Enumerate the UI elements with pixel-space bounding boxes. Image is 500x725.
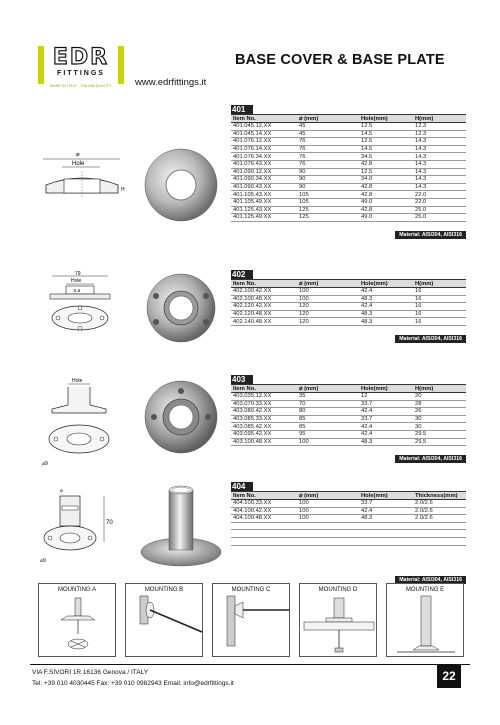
cell-diameter: 100 (297, 507, 359, 515)
cell-hole: 48.3 (359, 318, 413, 326)
cell-item: 401.045.12.XX (231, 123, 297, 131)
mounting-c (212, 583, 290, 657)
mounting-e (386, 583, 464, 657)
cell-value: 30 (413, 423, 466, 431)
dim-hole-label: Hole (72, 378, 83, 384)
col-h: H(mm) (413, 280, 466, 288)
table-row (231, 145, 466, 153)
table-row (231, 123, 466, 131)
mounting-e-drawing (387, 596, 465, 656)
cell-hole: 42.8 (359, 191, 413, 199)
cell-hole: 48.3 (359, 295, 413, 303)
dim-inner-label: 6.5 (74, 288, 81, 293)
col-hole: Hole(mm) (359, 115, 413, 123)
logo-bracket-right (118, 46, 124, 84)
cell-hole: 49.0 (359, 198, 413, 206)
cell-item: 401.105.49.XX (231, 198, 297, 206)
section-code: 403 (231, 375, 253, 384)
cell-value: 14.3 (413, 138, 466, 146)
cell-diameter: 70 (297, 400, 359, 408)
mounting-label: MOUNTING C (231, 587, 271, 593)
cell-value: 22.0 (413, 191, 466, 199)
photo-401 (134, 145, 228, 225)
dim-hole-label: Hole (71, 278, 82, 284)
cell-value: 2.0/2.6 (413, 515, 466, 523)
table-row (231, 153, 466, 161)
logo-tagline: MADE IN ITALY · ITALIAN QUALITY (50, 84, 112, 88)
table-row (231, 537, 466, 545)
cell-value: 16 (413, 303, 466, 311)
table-404 (231, 491, 466, 546)
photo-402 (134, 270, 228, 350)
cell-value: 2.0/2.6 (413, 500, 466, 508)
col-diameter: ⌀ (mm) (297, 385, 359, 393)
table-header-row (231, 115, 466, 123)
cell-value: 16 (413, 288, 466, 296)
drawing-403 (38, 375, 124, 470)
cell-diameter (297, 530, 359, 538)
table-row (231, 430, 466, 438)
material-badge: Material: AISI304, AISI316 (395, 455, 466, 463)
cell-item: 401.125.43.XX (231, 206, 297, 214)
cell-diameter: 100 (297, 295, 359, 303)
section-403 (38, 375, 466, 475)
cell-value: 16 (413, 295, 466, 303)
table-row (231, 206, 466, 214)
table-402-box (231, 270, 466, 345)
cell-value: 14.3 (413, 168, 466, 176)
cell-diameter: 90 (297, 168, 359, 176)
cell-diameter (297, 537, 359, 545)
cell-hole: 34.0 (359, 176, 413, 184)
mounting-b-drawing (126, 596, 204, 656)
col-item: Item No. (231, 385, 297, 393)
cell-value: 25.0 (413, 206, 466, 214)
cell-value: 14.3 (413, 183, 466, 191)
cell-item: 402.120.42.XX (231, 303, 297, 311)
cell-item (231, 530, 297, 538)
table-row (231, 522, 466, 530)
cell-hole: 33.7 (359, 400, 413, 408)
photo-404 (134, 482, 228, 572)
cell-hole: 49.0 (359, 214, 413, 222)
table-row (231, 214, 466, 222)
table-402 (231, 279, 466, 326)
cell-value: 29.5 (413, 430, 466, 438)
cell-hole: 12 (359, 393, 413, 401)
photo-403 (134, 375, 228, 465)
dim-width-label: 79 (75, 271, 81, 277)
cell-hole: 42.4 (359, 288, 413, 296)
cell-item: 402.120.48.XX (231, 310, 297, 318)
mounting-row (38, 583, 466, 657)
table-401-body (231, 123, 466, 222)
col-diameter: ⌀ (mm) (297, 492, 359, 500)
table-row (231, 400, 466, 408)
cell-value: 30 (413, 415, 466, 423)
cell-item: 402.100.48.XX (231, 295, 297, 303)
table-header-row (231, 385, 466, 393)
footer-divider (30, 664, 470, 665)
website-link[interactable]: www.edrfittings.it (135, 77, 207, 88)
mounting-c-drawing (213, 596, 291, 656)
cell-hole: 34.5 (359, 153, 413, 161)
table-row (231, 168, 466, 176)
cell-item: 403.100.48.XX (231, 438, 297, 446)
table-row (231, 176, 466, 184)
cell-value: 20 (413, 393, 466, 401)
cell-diameter: 76 (297, 153, 359, 161)
cell-item: 401.090.34.XX (231, 176, 297, 184)
table-row (231, 310, 466, 318)
cell-hole: 48.3 (359, 310, 413, 318)
section-401 (38, 105, 466, 255)
cell-diameter: 80 (297, 408, 359, 416)
section-404 (38, 482, 466, 582)
table-row (231, 191, 466, 199)
cell-item: 401.125.49.XX (231, 214, 297, 222)
section-code: 404 (231, 482, 253, 491)
cell-diameter: 35 (297, 393, 359, 401)
cell-hole: 42.8 (359, 160, 413, 168)
cell-hole: 42.4 (359, 408, 413, 416)
material-badge: Material: AISI304, AISI316 (395, 335, 466, 343)
cell-item: 401.076.43.XX (231, 160, 297, 168)
cell-hole: 42.8 (359, 183, 413, 191)
cell-hole: 42.4 (359, 430, 413, 438)
col-hole: Hole(mm) (359, 280, 413, 288)
page-title: BASE COVER & BASE PLATE (235, 52, 445, 68)
cell-diameter: 76 (297, 145, 359, 153)
cell-item: 403.085.33.XX (231, 415, 297, 423)
cell-item: 403.070.33.XX (231, 400, 297, 408)
cell-value: 14.3 (413, 145, 466, 153)
logo-subtext: FITTINGS (57, 70, 105, 77)
cell-item: 401.090.43.XX (231, 183, 297, 191)
table-row (231, 500, 466, 508)
cell-diameter: 125 (297, 206, 359, 214)
col-diameter: ⌀ (mm) (297, 115, 359, 123)
cell-item: 401.076.14.XX (231, 145, 297, 153)
mounting-a-drawing (39, 596, 117, 656)
cell-diameter: 85 (297, 415, 359, 423)
cell-value (413, 530, 466, 538)
table-401 (231, 114, 466, 222)
cell-diameter: 85 (297, 423, 359, 431)
cell-hole: 12.5 (359, 168, 413, 176)
cell-hole (359, 530, 413, 538)
table-row (231, 515, 466, 523)
cell-diameter: 120 (297, 318, 359, 326)
logo-text: EDR (52, 45, 110, 70)
drawing-401 (38, 145, 124, 225)
cell-value (413, 522, 466, 530)
section-code: 401 (231, 105, 253, 114)
cell-hole: 14.5 (359, 145, 413, 153)
cell-diameter: 120 (297, 310, 359, 318)
cell-hole: 48.3 (359, 515, 413, 523)
cell-diameter: 90 (297, 183, 359, 191)
cell-diameter: 45 (297, 130, 359, 138)
cell-diameter: 90 (297, 176, 359, 184)
cell-hole: 12.5 (359, 123, 413, 131)
table-403-box (231, 375, 466, 465)
cell-diameter: 100 (297, 515, 359, 523)
section-code: 402 (231, 270, 253, 279)
cell-diameter: 45 (297, 123, 359, 131)
cell-item: 404.100.42.XX (231, 507, 297, 515)
cell-value: 25.0 (413, 214, 466, 222)
table-402-body (231, 288, 466, 326)
cell-item: 401.105.43.XX (231, 191, 297, 199)
cell-item: 402.140.48.XX (231, 318, 297, 326)
cell-item: 402.100.42.XX (231, 288, 297, 296)
mounting-label: MOUNTING D (318, 587, 358, 593)
table-row (231, 288, 466, 296)
col-hole: Hole(mm) (359, 385, 413, 393)
cell-item: 401.090.12.XX (231, 168, 297, 176)
footer-contact: Tel: +39 010 4030445 Fax: +39 010 0982943 Email: info@edrfittings.it (32, 680, 234, 687)
table-row (231, 438, 466, 446)
table-404-box (231, 482, 466, 586)
table-row (231, 303, 466, 311)
cell-hole: 33.7 (359, 500, 413, 508)
table-row (231, 423, 466, 431)
cell-value: 14.3 (413, 153, 466, 161)
logo-bracket-left (38, 46, 44, 84)
edr-logo (38, 46, 124, 90)
dim-diameter-label: ⌀ (76, 152, 80, 158)
cell-value: 12.3 (413, 130, 466, 138)
table-row (231, 138, 466, 146)
cell-hole: 33.7 (359, 415, 413, 423)
table-403-body (231, 393, 466, 446)
table-404-body (231, 500, 466, 546)
cell-diameter: 105 (297, 191, 359, 199)
cell-value: 16 (413, 310, 466, 318)
table-row (231, 318, 466, 326)
dim-bolt-label: ⌀9 (42, 461, 48, 467)
cell-diameter: 105 (297, 198, 359, 206)
mounting-d-drawing (300, 596, 378, 656)
cell-value: 26 (413, 408, 466, 416)
col-h: H(mm) (413, 115, 466, 123)
cell-item: 403.035.12.XX (231, 393, 297, 401)
col-item: Item No. (231, 492, 297, 500)
dim-bolt-label: ⌀9 (40, 558, 46, 564)
cell-diameter: 76 (297, 138, 359, 146)
cell-value: 16 (413, 318, 466, 326)
cell-diameter: 120 (297, 303, 359, 311)
cell-value: 28 (413, 400, 466, 408)
cell-value: 14.3 (413, 160, 466, 168)
drawing-402 (38, 270, 124, 350)
cell-diameter: 100 (297, 288, 359, 296)
col-item: Item No. (231, 280, 297, 288)
drawing-404 (38, 482, 124, 572)
cell-hole (359, 537, 413, 545)
cell-hole: 42.4 (359, 423, 413, 431)
cell-diameter: 125 (297, 214, 359, 222)
cell-diameter: 100 (297, 500, 359, 508)
dim-hole-label: Hole (72, 161, 85, 167)
cell-value (413, 537, 466, 545)
table-row (231, 393, 466, 401)
mounting-label: MOUNTING A (57, 587, 96, 593)
table-row (231, 183, 466, 191)
table-header-row (231, 492, 466, 500)
cell-item: 403.080.42.XX (231, 408, 297, 416)
material-badge: Material: AISI304, AISI316 (395, 576, 466, 584)
cell-hole (359, 522, 413, 530)
cell-hole: 42.8 (359, 206, 413, 214)
table-row (231, 198, 466, 206)
col-item: Item No. (231, 115, 297, 123)
cell-diameter: 95 (297, 430, 359, 438)
cell-item: 401.076.34.XX (231, 153, 297, 161)
material-badge: Material: AISI304, AISI316 (395, 231, 466, 239)
mounting-d (299, 583, 377, 657)
table-row (231, 160, 466, 168)
cell-item (231, 537, 297, 545)
cell-value: 12.3 (413, 123, 466, 131)
cell-item: 403.085.42.XX (231, 423, 297, 431)
col-h: H(mm) (413, 385, 466, 393)
mounting-a (38, 583, 116, 657)
col-hole: Hole(mm) (359, 492, 413, 500)
mounting-label: MOUNTING E (405, 587, 445, 593)
dim-diameter-label: ⌀ (60, 488, 64, 494)
mounting-label: MOUNTING B (144, 587, 184, 593)
cell-diameter (297, 522, 359, 530)
table-row (231, 415, 466, 423)
cell-item: 404.100.33.XX (231, 500, 297, 508)
footer-address: VIA F.SIVORI 1R 16136 Genova / ITALY (32, 669, 149, 676)
mounting-b (125, 583, 203, 657)
cell-value: 2.0/2.6 (413, 507, 466, 515)
col-thickness: Thickness(mm) (413, 492, 466, 500)
table-403 (231, 384, 466, 446)
cell-diameter: 76 (297, 160, 359, 168)
cell-hole: 12.5 (359, 138, 413, 146)
col-diameter: ⌀ (mm) (297, 280, 359, 288)
cell-item: 401.076.12.XX (231, 138, 297, 146)
table-401-box (231, 105, 466, 241)
cell-diameter: 100 (297, 438, 359, 446)
cell-value: 22.0 (413, 198, 466, 206)
table-row (231, 408, 466, 416)
page-number: 22 (437, 664, 461, 688)
cell-hole: 42.4 (359, 303, 413, 311)
table-row (231, 530, 466, 538)
table-header-row (231, 280, 466, 288)
cell-hole: 42.4 (359, 507, 413, 515)
dim-h-label: H (121, 187, 125, 193)
cell-value: 29.5 (413, 438, 466, 446)
cell-item (231, 522, 297, 530)
table-row (231, 507, 466, 515)
table-row (231, 130, 466, 138)
cell-value: 14.3 (413, 176, 466, 184)
cell-hole: 48.3 (359, 438, 413, 446)
table-row (231, 295, 466, 303)
dim-height-label: 70 (106, 520, 113, 526)
cell-hole: 14.5 (359, 130, 413, 138)
cell-item: 403.095.42.XX (231, 430, 297, 438)
cell-item: 401.045.14.XX (231, 130, 297, 138)
cell-item: 404.100.48.XX (231, 515, 297, 523)
section-402 (38, 270, 466, 360)
